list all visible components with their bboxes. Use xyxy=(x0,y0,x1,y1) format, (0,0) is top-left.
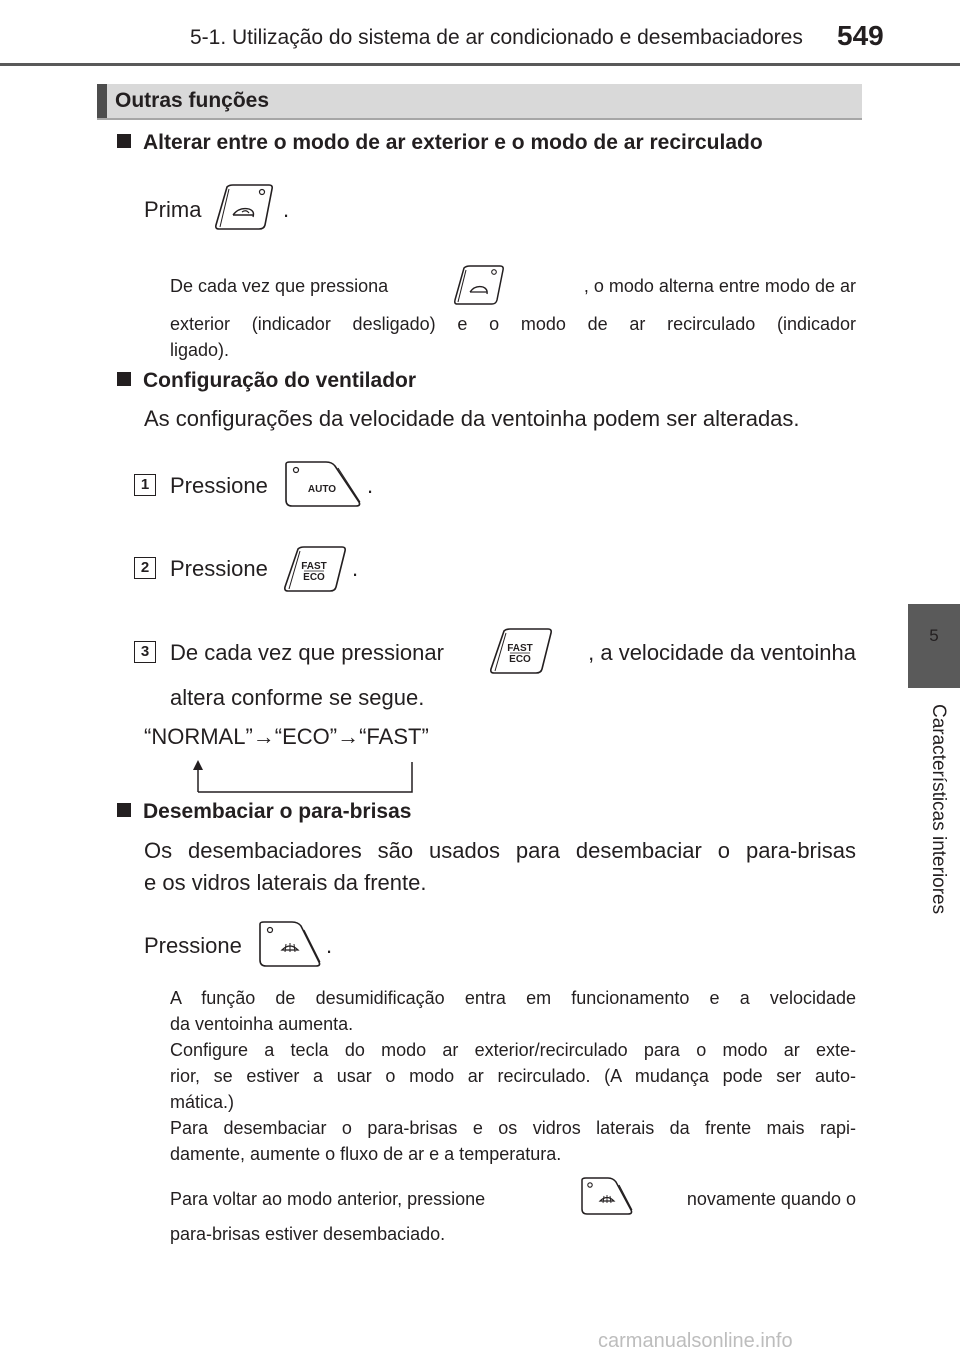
defroster-button-icon-inline xyxy=(578,1176,634,1216)
svg-text:AUTO: AUTO xyxy=(307,484,337,495)
defog-pressione: Pressione xyxy=(144,933,242,958)
defog-para-2: e os vidros laterais da frente. xyxy=(144,870,427,895)
page-number: 549 xyxy=(837,20,884,51)
step-3-text-b: , a velocidade da ventoinha xyxy=(588,640,856,665)
defog-note-6: Para desembaciar o para-brisas e os vidros laterais da frente mais rapi- xyxy=(170,1118,856,1138)
heading-defog: Desembaciar o para-brisas xyxy=(117,800,411,824)
square-bullet-icon xyxy=(117,372,131,386)
step-1-number: 1 xyxy=(134,474,156,496)
watermark: carmanualsonline.info xyxy=(598,1330,793,1352)
recirculation-button-icon-inline xyxy=(452,264,506,306)
fast-eco-button-icon xyxy=(282,545,348,593)
prima-line: Prima xyxy=(144,197,202,222)
step-3-number: 3 xyxy=(134,641,156,663)
fan-intro: As configurações da velocidade da ventoinha podem ser alteradas. xyxy=(144,406,800,431)
defog-note-2: da ventoinha aumenta. xyxy=(170,1014,354,1034)
section-title: Outras funções xyxy=(115,89,270,112)
defog-note-8b: novamente quando o xyxy=(686,1189,856,1209)
header-rule xyxy=(0,63,960,66)
step-2-text: Pressione xyxy=(170,556,268,581)
step-1-dot: . xyxy=(367,473,374,498)
step-3-text-a: De cada vez que pressionar xyxy=(170,640,444,665)
note-air-mode-a: De cada vez que pressiona xyxy=(170,276,389,296)
step-2-dot: . xyxy=(352,556,359,581)
note-air-mode-d: ligado). xyxy=(170,340,230,360)
chapter-number: 5 xyxy=(929,626,939,645)
prima-dot: . xyxy=(283,197,290,222)
auto-button-icon xyxy=(282,460,362,508)
chapter-label: Características interiores xyxy=(928,704,949,915)
defog-note-5: mática.) xyxy=(170,1092,235,1112)
step-2-number: 2 xyxy=(134,557,156,579)
svg-text:FAST: FAST xyxy=(507,643,533,654)
running-header-title: 5-1. Utilização do sistema de ar condicionado e desembaciadores xyxy=(190,26,803,49)
defroster-button-icon xyxy=(256,920,322,968)
defog-para-1: Os desembaciadores são usados para desembaciar o para-brisas xyxy=(144,838,856,863)
note-air-mode-b: , o modo alterna entre modo de ar xyxy=(583,276,856,296)
recirculation-button-icon xyxy=(213,183,275,231)
fan-cycle-sequence: “NORMAL”→“ECO”→“FAST” xyxy=(144,724,429,749)
square-bullet-icon xyxy=(117,803,131,817)
square-bullet-icon xyxy=(117,134,131,148)
heading-air-mode: Alterar entre o modo de ar exterior e o modo de ar recirculado xyxy=(117,131,763,155)
defog-note-4: rior, se estiver a usar o modo ar recirculado. (A mudança pode ser auto- xyxy=(170,1066,856,1086)
svg-text:FAST: FAST xyxy=(301,561,327,572)
defog-note-9: para-brisas estiver desembaciado. xyxy=(170,1224,446,1244)
fast-eco-button-icon-inline xyxy=(488,627,554,675)
defog-note-8a: Para voltar ao modo anterior, pressione xyxy=(170,1189,486,1209)
step-3-text-c: altera conforme se segue. xyxy=(170,685,425,710)
defog-note-1: A função de desumidificação entra em funcionamento e a velocidade xyxy=(170,988,856,1008)
defog-note-3: Configure a tecla do modo ar exterior/recirculado para o modo ar exte- xyxy=(170,1040,856,1060)
section-rule xyxy=(97,118,862,120)
note-air-mode-c: exterior (indicador desligado) e o modo de ar recirculado (indicador xyxy=(170,314,856,334)
chapter-tab xyxy=(908,604,960,688)
svg-text:ECO: ECO xyxy=(509,654,531,665)
step-1-text: Pressione xyxy=(170,473,268,498)
svg-text:ECO: ECO xyxy=(303,572,325,583)
defog-note-7: damente, aumente o fluxo de ar e a temperatura. xyxy=(170,1144,562,1164)
defog-dot: . xyxy=(326,933,333,958)
cycle-return-arrow-icon xyxy=(186,758,418,799)
heading-fan: Configuração do ventilador xyxy=(117,369,416,393)
